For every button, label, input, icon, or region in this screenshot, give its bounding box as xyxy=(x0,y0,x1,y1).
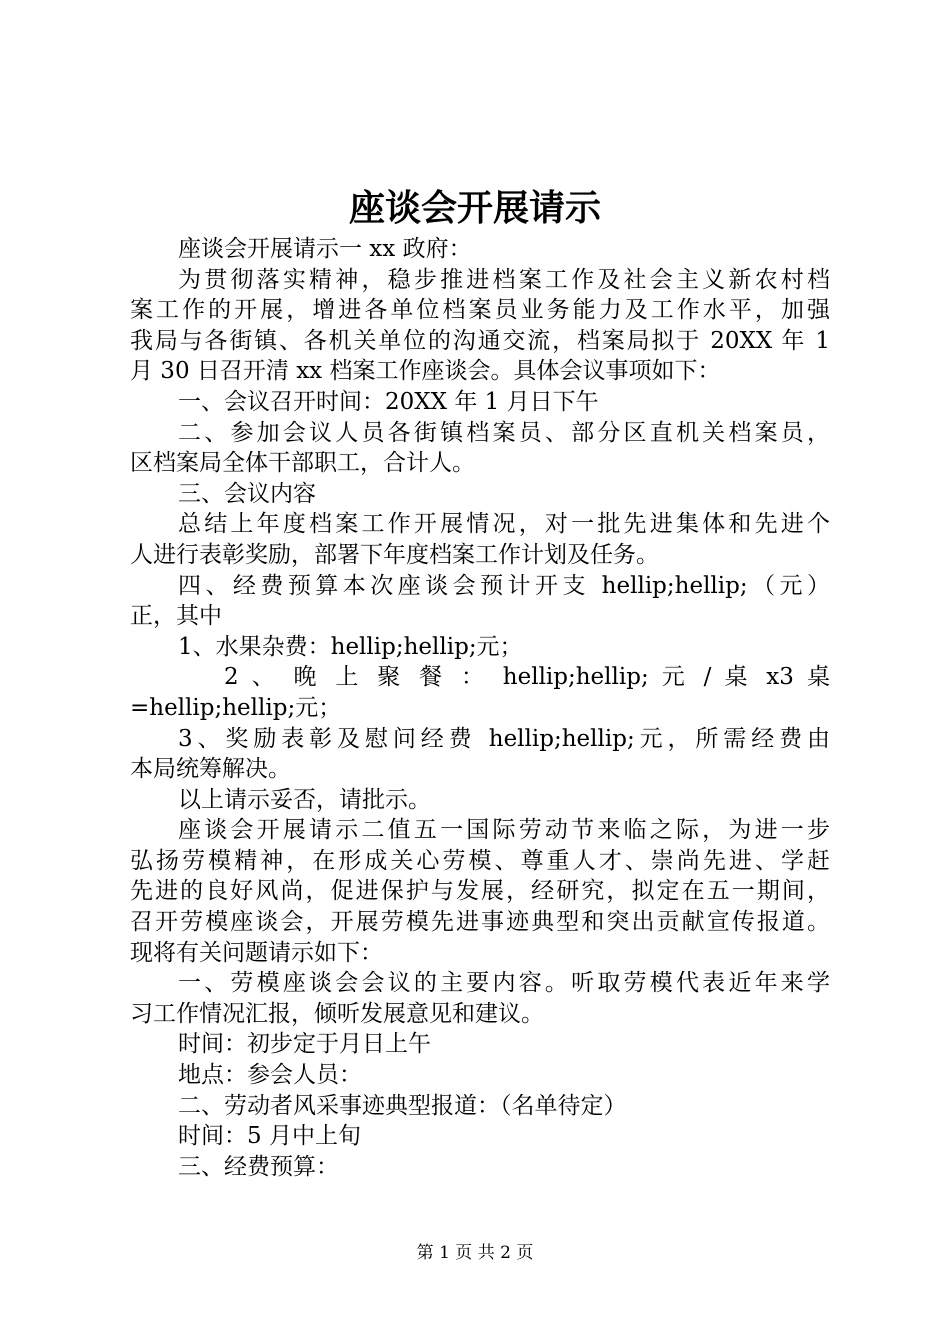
body-line: 1、水果杂费：hellip;hellip;元； xyxy=(178,633,523,660)
body-line: 二、劳动者风采事迹典型报道：（名单待定） xyxy=(178,1092,627,1119)
body-line: 正，其中 xyxy=(130,603,222,630)
body-line: 三、会议内容 xyxy=(178,480,316,507)
body-line: 三、经费预算： xyxy=(178,1153,339,1180)
body-line: 总结上年度档案工作开展情况，对一批先进集体和先进个 xyxy=(178,511,830,538)
body-line: 一、劳模座谈会会议的主要内容。听取劳模代表近年来学 xyxy=(178,970,830,997)
body-line: 先进的良好风尚，促进保护与发展，经研究，拟定在五一期间， xyxy=(130,878,830,905)
body-line: 弘扬劳模精神，在形成关心劳模、尊重人才、崇尚先进、学赶 xyxy=(130,847,830,874)
body-line: 2 、 晚 上 聚 餐 ： hellip;hellip; 元 / 桌 x3 桌 xyxy=(224,664,830,691)
body-line: 一、会议召开时间：20XX 年 1 月日下午 xyxy=(178,388,599,415)
body-line: 习工作情况汇报，倾听发展意见和建议。 xyxy=(130,1000,544,1027)
body-line: =hellip;hellip;元； xyxy=(130,694,342,721)
body-line: 本局统筹解决。 xyxy=(130,756,291,783)
body-line: 案工作的开展，增进各单位档案员业务能力及工作水平，加强 xyxy=(130,297,830,324)
body-line: 月 30 日召开清 xx 档案工作座谈会。具体会议事项如下： xyxy=(130,358,721,385)
body-line: 召开劳模座谈会，开展劳模先进事迹典型和突出贡献宣传报道。 xyxy=(130,909,830,936)
body-line: 时间：5 月中上旬 xyxy=(178,1123,361,1150)
document-body xyxy=(130,234,830,1182)
body-line: 区档案局全体干部职工，合计人。 xyxy=(130,450,475,477)
body-line: 座谈会开展请示一 xx 政府： xyxy=(178,236,472,262)
body-line: 座谈会开展请示二值五一国际劳动节来临之际，为进一步 xyxy=(178,817,830,844)
body-line: 地点：参会人员： xyxy=(178,1062,362,1089)
body-line: 人进行表彰奖励，部署下年度档案工作计划及任务。 xyxy=(130,541,659,568)
body-line: 以上请示妥否，请批示。 xyxy=(178,786,431,813)
body-line: 为贯彻落实精神，稳步推进档案工作及社会主义新农村档 xyxy=(178,266,830,293)
body-line: 时间：初步定于月日上午 xyxy=(178,1031,431,1058)
document-title: 座谈会开展请示 xyxy=(348,187,601,229)
page-footer: 第 1 页 共 2 页 xyxy=(416,1243,534,1263)
body-line: 3、奖励表彰及慰问经费 hellip;hellip;元，所需经费由 xyxy=(178,725,830,752)
body-line: 我局与各街镇、各机关单位的沟通交流，档案局拟于 20XX 年 1 xyxy=(130,327,830,354)
body-line: 现将有关问题请示如下： xyxy=(130,939,383,966)
body-line: 四、经费预算本次座谈会预计开支 hellip;hellip;（元） xyxy=(178,572,830,599)
body-line: 二、参加会议人员各街镇档案员、部分区直机关档案员， xyxy=(178,419,830,446)
